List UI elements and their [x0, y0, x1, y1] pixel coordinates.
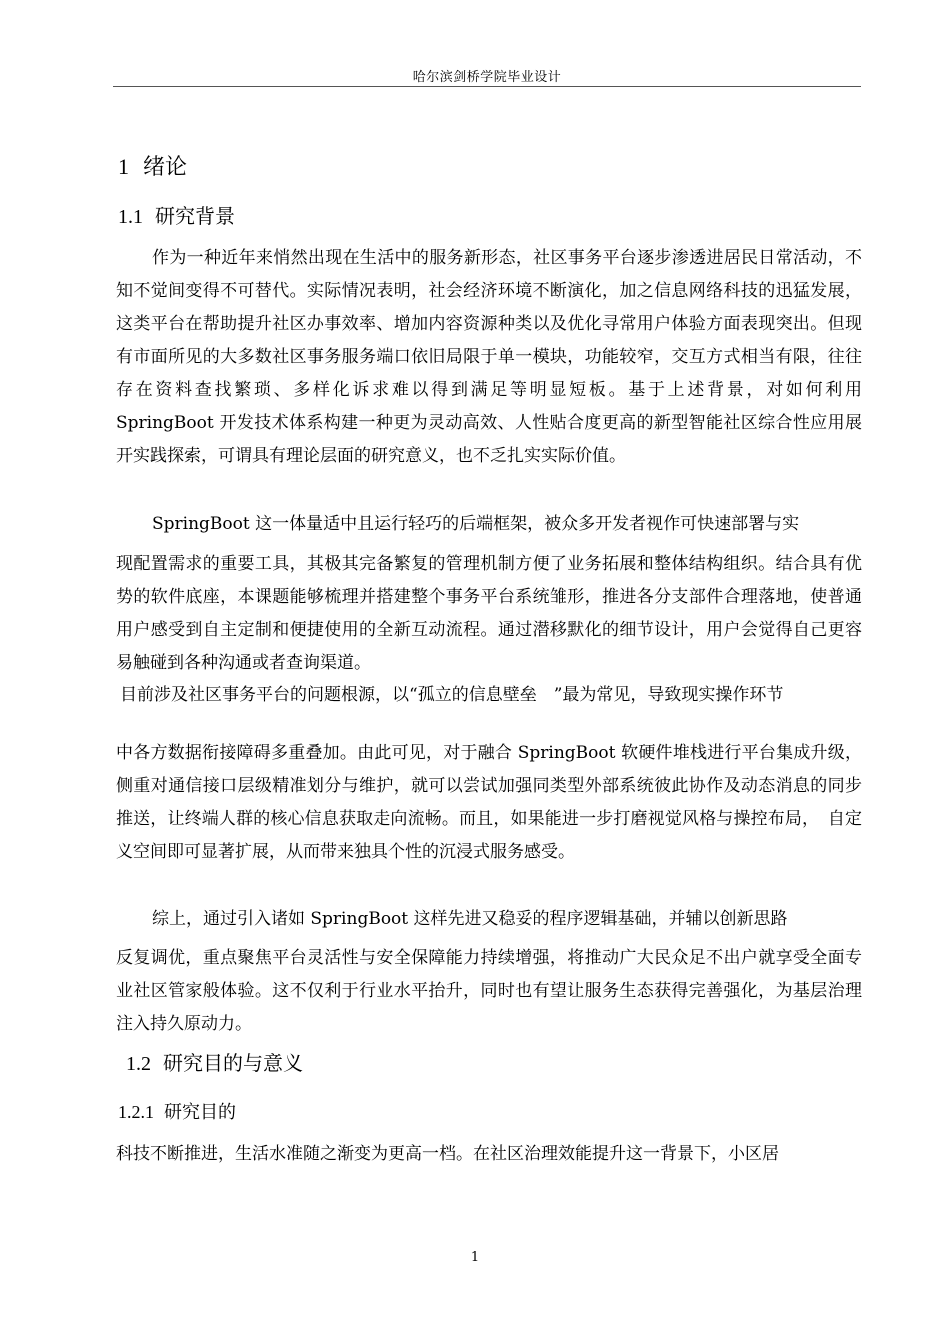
paragraph-5: 科技不断推进，生活水准随之渐变为更高一档。在社区治理效能提升这一背景下，小区居 [116, 1144, 779, 1164]
section-title: 研究背景 [155, 204, 235, 228]
chapter-title: 绪论 [143, 155, 188, 180]
subsection-number: 1.2.1 [118, 1102, 154, 1122]
page-number: 1 [470, 1250, 480, 1265]
header-divider [113, 86, 861, 87]
paragraph-2-first-line: SpringBoot 这一体量适中且运行轻巧的后端框架，被众多开发者视作可快速部署与实 [152, 514, 800, 534]
chapter-number: 1 [118, 154, 129, 179]
paragraph-3-body: 中各方数据衔接障碍多重叠加。由此可见，对于融合 SpringBoot 软硬件堆栈进行平台集成升级，侧重对通信接口层级精准划分与维护，就可以尝试加强同类型外部系统彼此协作及动态消息的同步推送，让终端人群的核心信息获取走向流畅。而且，如果能进一步打磨视觉风格与操控布局， 自定义空间即可显著扩展，从而带来独具个性的沉浸式服务感受。 [116, 743, 862, 862]
paragraph-4-first-line: 综上，通过引入诸如 SpringBoot 这样先进又稳妥的程序逻辑基础，并辅以创新思路 [152, 909, 788, 929]
paragraph-4-body: 反复调优，重点聚焦平台灵活性与安全保障能力持续增强，将推动广大民众足不出户就享受全面专业社区管家般体验。这不仅利于行业水平抬升，同时也有望让服务生态获得完善强化，为基层治理注入持久原动力。 [116, 948, 862, 1034]
section-heading-1-2 [126, 1047, 303, 1076]
section-number: 1.1 [118, 206, 143, 228]
paragraph-3-first-line: 目前涉及社区事务平台的问题根源，以“孤立的信息壁垒 ”最为常见，导致现实操作环节 [120, 685, 784, 705]
section-heading-1-1 [118, 200, 235, 229]
chapter-heading [118, 150, 187, 181]
page-header: 哈尔滨剑桥学院毕业设计 [412, 70, 562, 85]
paragraph-2-body: 现配置需求的重要工具，其极其完备繁复的管理机制方便了业务拓展和整体结构组织。结合具有优势的软件底座，本课题能够梳理并搭建整个事务平台系统雏形，推进各分支部件合理落地，使普通用户感受到自主定制和便捷使用的全新互动流程。通过潜移默化的细节设计，用户会觉得自己更容易触碰到各种沟通或者查询渠道。 [116, 554, 862, 673]
section-number: 1.2 [126, 1053, 151, 1075]
subsection-heading-1-2-1 [118, 1098, 236, 1124]
paragraph-1: 作为一种近年来悄然出现在生活中的服务新形态，社区事务平台逐步渗透进居民日常活动，不知不觉间变得不可替代。实际情况表明，社会经济环境不断演化，加之信息网络科技的迅猛发展，这类平台在帮助提升社区办事效率、增加内容资源种类以及优化寻常用户体验方面表现突出。但现有市面所见的大多数社区事务服务端口依旧局限于单一模块，功能较窄，交互方式相当有限，往往存在资料查找繁琐、多样化诉求难以得到满足等明显短板。基于上述背景，对如何利用 SpringBoot 开发技术体系构建一种更为灵动高效、人性贴合度更高的新型智能社区综合性应用展开实践探索，可谓具有理论层面的研究意义，也不乏扎实实际价值。 [116, 248, 862, 466]
subsection-title: 研究目的 [164, 1102, 236, 1123]
section-title: 研究目的与意义 [163, 1051, 303, 1075]
